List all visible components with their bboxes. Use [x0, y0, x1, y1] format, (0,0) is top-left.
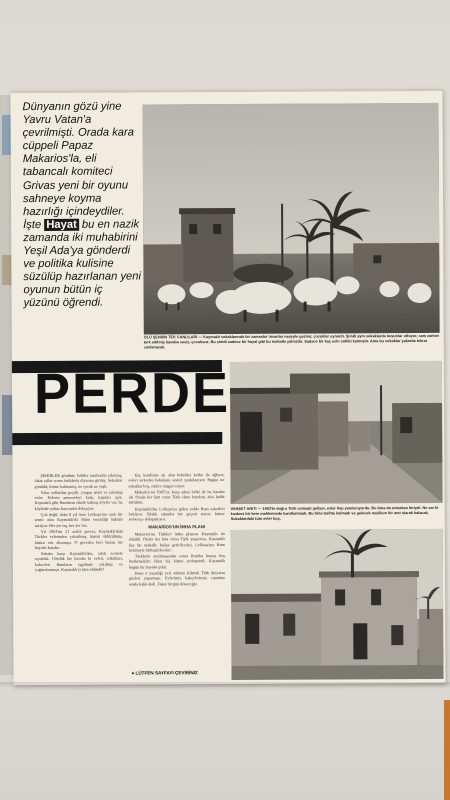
- paragraph: Türklerin ayrılmasından sonra Rumlar burayı boş bırakmadılar; fakat hiç kimse yerleşmedi. Kaymaklı bugün bir hayalet şehir.: [128, 553, 225, 570]
- headline-bar-bottom: [12, 432, 222, 445]
- paragraph: Çok değil, daha 8 yıl önce Lefkoşa'nın canlı bir semti olan Kaymaklı'da ölüm sessizliği hüküm sürüyor. Her yer taş, her yer toz.: [34, 511, 123, 528]
- photo-abandoned-street: [230, 361, 443, 504]
- turn-page-note: ● LÜTFEN SAYFAYI ÇEVİRİNİZ: [131, 670, 198, 676]
- article-column-2: [128, 472, 225, 587]
- paragraph: Kaymaklı'dan Lefkoşa'ya giden yolda Rum askerleri bekliyor. Silahlı adamlar her geçeni arıyor, kimse serbestçe dolaşamıyor.: [128, 505, 225, 522]
- subhead-imha-plani: MAKARİOS'UN İMHA PLANI: [148, 523, 206, 530]
- photo-sheep-street: [143, 103, 440, 335]
- page-shadow: [0, 682, 450, 688]
- magazine-page: [10, 89, 445, 685]
- orange-object-edge: [444, 700, 450, 800]
- paragraph: Makarios'un TMT'ye karşı planı belki de bu kasaba idi. Orada her kim varsa Türk olsun bayılsın, aksi halde sürülsün.: [128, 488, 225, 506]
- paragraph: Bana o yaşadığı yeri anlatan Kıbrıslı Türk ihtiyarın gözleri yaşarmıştı. Evlerimiz, bahçelerimiz, camimiz orada kaldı dedi. Fakat bir gün döneceğiz.: [128, 570, 226, 587]
- caption-street-photo: VAHŞET ANITI — 1963'te doğru Türk cemaati geliyor, evler hep yanılanıyordu. Bu bina da onlardan biriydi. Ne var ki kızdınız bir kere mahkemede kanıtlanmadı. Bu bina tarihte kalmadı ve gelecek nesillere bir anıt olarak kalacak. Sokaklardaki tüm evler boş.: [230, 505, 439, 521]
- article-column-1: [34, 473, 123, 574]
- headline-perde: PERDE: [33, 361, 231, 426]
- hayat-highlight: Hayat: [46, 218, 77, 231]
- paragraph: Makarios'un Türkleri imha planına Kaymaklı da dahildi. Orada her kim varsa Türk yaşıyorsa, Kaymaklı ilçe bir mahalle haline getirilecekti. Lefkoşa'nın Rum kesimiyle birleştirilecekti.: [128, 530, 225, 553]
- caption-sheep-photo: ÖLÜ ŞEHRİN TEK CANLILARI — Kaymaklı sokaklarında bir zamanlar insanlar neşeyle gezinir, çocuklar oynardı. Şimdi aynı sokaklarda koyunlar otluyor, sanı zaman terk edilmiş kasaba sesiz, çocuksuz. Bu şimdi sadece bir hayal gibi bu mahalle yalnızdır. Sadece bir kaç evin sahibi kalmıştır. Ama bu sokaklar yakında tekrar canlanacak.: [143, 333, 439, 350]
- paragraph: Sabaha karşı Kaymaklı'dan, sıkılı seslerle sıyrıldık. Gördük bir kasaba ki evleri, sokakları, kahveleri Rumların işgalinde yıkılmış ve yağmalanmıştı. Kaymaklı'yı kim öldürdü?: [34, 550, 123, 573]
- paragraph: Yolar yollardan geçtik, yangın izleri ve yıkılmış evler. Evlerin pencereleri kırık, kapıları açık. Kaymaklı gibi Rumların elinde kalmış köyler var, bu köylerde yalnız hayvanlar dolaşıyor.: [34, 489, 123, 511]
- paragraph: Yıl 1963'ün 21 aralık gecesi, Kaymaklı'daki Türkler evlerinden çıkarılmış, kimisi öldürülmüş, kimisi esir alınmıştı. O geceden beri burası bir hayalet kasaba.: [34, 528, 123, 550]
- photo-ruined-buildings: [231, 529, 444, 680]
- intro-paragraph: [23, 100, 142, 310]
- intro-text-after: bu en nazik zamanda iki muhabirini Yeşil Ada'ya gönderdi ve politika kulisine süzülüp hazırlanan yeni oyunun bütün iç yüzünü öğrendi.: [23, 218, 141, 310]
- paragraph: ŞEHİRLER gördüm; fatihler tarafından yıkılmış, fakat yıllar sonra fatihlerin diyarına girmiş. Sokaklar görüldü; kimse kalmamış, ne çocuk ne yaşlı.: [34, 472, 123, 489]
- paragraph: Kaç kendisine ait olan bebekler korku ile ağlıyor, evleri terkeden babaların sesleri yankılanıyor. Bugün ise sokaklar boş, sadece rüzgar esiyor.: [128, 472, 225, 489]
- intro-text-before: Dünyanın gözü yine Yavru Vatan'a çevrilmişti. Orada kara cüppeli Papaz Makarios'la, eli tabancalı komiteci Grivas yeni bir oyunu sahneye koyma hazırlığı içindeydiler. İşte: [22, 100, 134, 231]
